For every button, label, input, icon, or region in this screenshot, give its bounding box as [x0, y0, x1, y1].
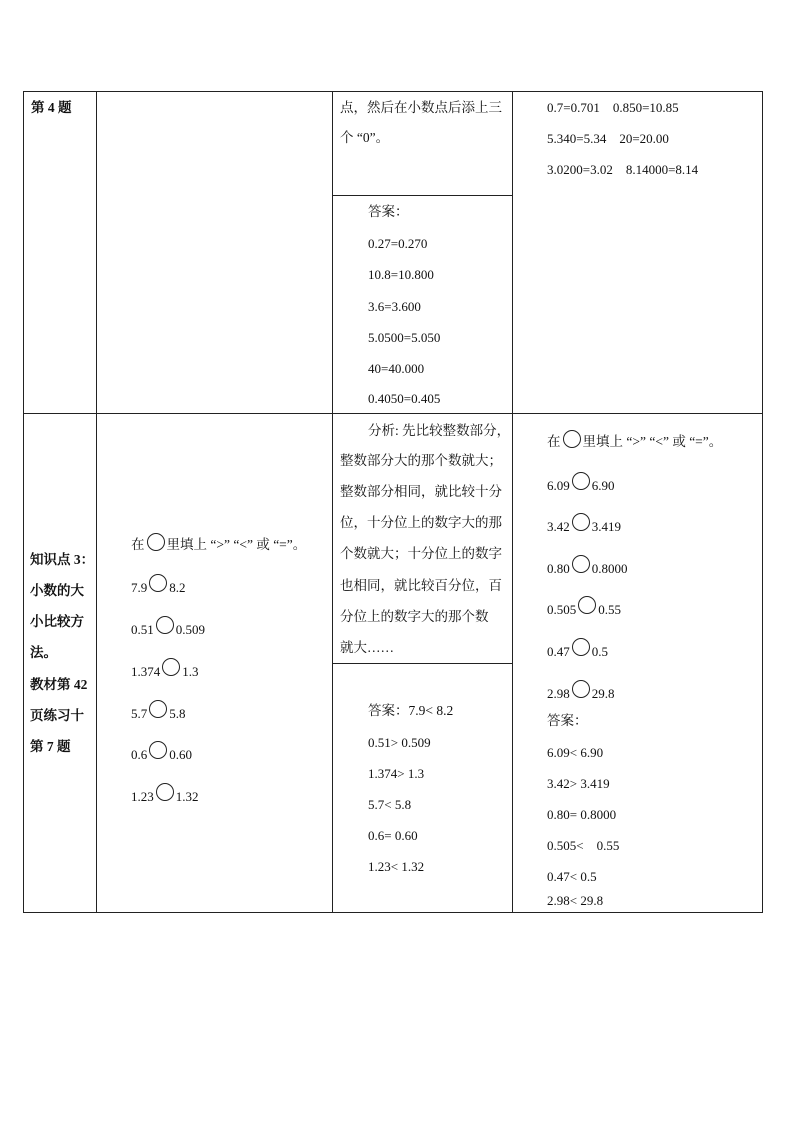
comparison-circle-icon[interactable] — [578, 596, 596, 614]
cell-divider-row2-analysis — [333, 663, 512, 664]
question-item-5: 0.6 0.60 — [131, 741, 192, 761]
table-border-right — [762, 91, 763, 913]
comparison-circle-icon[interactable] — [149, 700, 167, 718]
row2-answer-2: 0.51> 0.509 — [368, 735, 431, 750]
row2-answer-1: 7.9< 8.2 — [408, 703, 454, 718]
question-suffix: 里填上 “>” “<” 或 “=”。 — [166, 537, 307, 552]
practice-item-1: 6.09 6.90 — [547, 472, 615, 492]
comparison-circle-icon[interactable] — [572, 555, 590, 573]
table-col-divider-3 — [512, 91, 513, 913]
comparison-circle-icon[interactable] — [162, 658, 180, 676]
row2-label-line-5: 教材第 42 — [30, 677, 88, 692]
practice-suffix: 里填上 “>” “<” 或 “=”。 — [582, 434, 723, 449]
table-col-divider-1 — [96, 91, 97, 913]
question-item-1: 7.9 8.2 — [131, 574, 186, 594]
row1-answer-5: 40=40.000 — [368, 361, 425, 376]
cell-divider-row1-analysis — [333, 195, 512, 196]
row1-answer-3: 3.6=3.600 — [368, 299, 421, 314]
row1-analysis-line-2: 个 “0”。 — [340, 130, 390, 145]
comparison-circle-icon[interactable] — [156, 783, 174, 801]
comparison-circle-icon[interactable] — [156, 616, 174, 634]
row2-label-line-6: 页练习十 — [30, 708, 84, 723]
row2-analysis-line-2: 整数部分大的那个数就大； — [340, 453, 502, 468]
row2-answer-4: 5.7< 5.8 — [368, 797, 412, 812]
row1-practice-line-3: 3.0200=3.02 8.14000=8.14 — [547, 162, 699, 177]
row2-label-line-4: 法。 — [30, 645, 57, 660]
row2-label-line-7: 第 7 题 — [30, 739, 71, 754]
circle-blank-icon — [147, 533, 165, 551]
question-item-6: 1.23 1.32 — [131, 783, 199, 803]
row2-answer-5: 0.6= 0.60 — [368, 828, 418, 843]
row2-label-line-2: 小数的大 — [30, 583, 84, 598]
practice-item-5: 0.47 0.5 — [547, 638, 608, 658]
practice-answer-4: 0.505< 0.55 — [547, 838, 620, 853]
comparison-circle-icon[interactable] — [572, 472, 590, 490]
row2-label-line-1: 知识点 3： — [30, 552, 95, 567]
row2-analysis-line-7: 分位上的数字大的那个数 — [340, 609, 489, 624]
practice-answer-2: 3.42> 3.419 — [547, 776, 610, 791]
row2-answer-label: 答案： — [368, 703, 409, 718]
row2-analysis-line-6: 也相同，就比较百分位，百 — [340, 578, 502, 593]
row2-analysis-line-8: 就大…… — [340, 640, 394, 655]
row1-analysis-line-1: 点，然后在小数点后添上三 — [340, 100, 502, 115]
practice-item-2: 3.42 3.419 — [547, 513, 621, 533]
question-item-4: 5.7 5.8 — [131, 700, 186, 720]
row1-practice-line-1: 0.7=0.701 0.850=10.85 — [547, 100, 679, 115]
table-col-divider-2 — [332, 91, 333, 913]
row2-analysis-line-3: 整数部分相同，就比较十分 — [340, 484, 502, 499]
practice-answer-label: 答案： — [547, 713, 588, 728]
row1-practice-line-2: 5.340=5.34 20=20.00 — [547, 131, 669, 146]
row2-label-line-3: 小比较方 — [30, 614, 84, 629]
question-item-2: 0.51 0.509 — [131, 616, 205, 636]
table-border-bottom — [23, 912, 763, 913]
practice-answer-6: 2.98< 29.8 — [547, 893, 604, 908]
practice-instruction — [547, 430, 722, 449]
comparison-circle-icon[interactable] — [572, 680, 590, 698]
comparison-circle-icon[interactable] — [149, 741, 167, 759]
practice-item-3: 0.80 0.8000 — [547, 555, 628, 575]
row2-answer-6: 1.23< 1.32 — [368, 859, 425, 874]
row1-answer-2: 10.8=10.800 — [368, 267, 434, 282]
row1-answer-4: 5.0500=5.050 — [368, 330, 441, 345]
row2-answer-block — [368, 704, 453, 718]
table-border-row-divider — [23, 413, 763, 414]
practice-answer-5: 0.47< 0.5 — [547, 869, 597, 884]
practice-answer-3: 0.80= 0.8000 — [547, 807, 617, 822]
question-item-3: 1.374 1.3 — [131, 658, 199, 678]
comparison-circle-icon[interactable] — [572, 513, 590, 531]
comparison-circle-icon[interactable] — [149, 574, 167, 592]
practice-prefix: 在 — [547, 434, 561, 449]
row2-answer-3: 1.374> 1.3 — [368, 766, 425, 781]
row1-label: 第 4 题 — [31, 100, 72, 115]
practice-item-6: 2.98 29.8 — [547, 680, 615, 700]
row1-answer-1: 0.27=0.270 — [368, 236, 428, 251]
question-prefix: 在 — [131, 537, 145, 552]
row2-analysis-line-4: 位，十分位上的数字大的那 — [340, 515, 502, 530]
comparison-circle-icon[interactable] — [572, 638, 590, 656]
question-instruction — [131, 533, 306, 552]
practice-item-4: 0.505 0.55 — [547, 596, 621, 616]
circle-blank-icon — [563, 430, 581, 448]
row1-answer-6: 0.4050=0.405 — [368, 391, 441, 406]
row2-analysis-line-5: 个数就大；十分位上的数字 — [340, 546, 502, 561]
practice-answer-1: 6.09< 6.90 — [547, 745, 604, 760]
row2-analysis-line-1: 分析: 先比较整数部分， — [368, 423, 511, 438]
table-border-left — [23, 91, 24, 913]
table-border-top — [23, 91, 763, 92]
row1-answer-label: 答案： — [368, 204, 409, 219]
